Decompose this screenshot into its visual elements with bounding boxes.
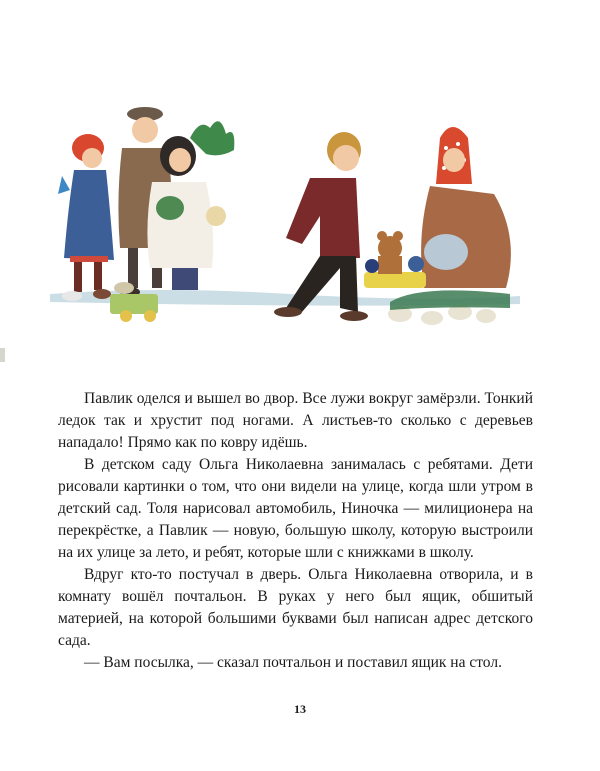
sled-with-toys	[364, 231, 426, 288]
page-number: 13	[294, 702, 306, 716]
turnips	[388, 290, 510, 325]
girl-polka-dot-scarf	[421, 127, 511, 288]
story-text	[58, 388, 533, 674]
running-boy	[274, 132, 368, 321]
paragraph-1: Павлик оделся и вышел во двор. Все лужи вокруг замёрзли. Тонкий ледок так и хрустит под ногами. А листьев-то сколько с деревьев нападало! Прямо как по ковру идёшь.	[58, 390, 533, 451]
page-edge-mark	[0, 348, 5, 362]
child-dark-hood-beets	[147, 121, 234, 290]
paragraph-2: В детском саду Ольга Николаевна занималась с ребятами. Дети рисовали картинки о том, что они видели на улице, когда шли утром в детский сад. Толя нарисовал автомобиль, Ниночка — милиционера на перекрёстке, а Павлик — новую, большую школу, которую выстроили на их улице за лето, и ребят, которые шли с книжками в школу.	[58, 456, 533, 561]
children-illustration	[40, 98, 530, 338]
paragraph-3: Вдруг кто-то постучал в дверь. Ольга Николаевна отворила, и в комнату вошёл почтальон. В руках у него был ящик, обшитый материей, на которой большими буквами был написан адрес детского сада.	[58, 566, 533, 649]
toy-cart	[110, 282, 158, 322]
child-girl-red-hat	[58, 134, 114, 301]
paragraph-4: — Вам посылка, — сказал почтальон и поставил ящик на стол.	[84, 654, 502, 671]
